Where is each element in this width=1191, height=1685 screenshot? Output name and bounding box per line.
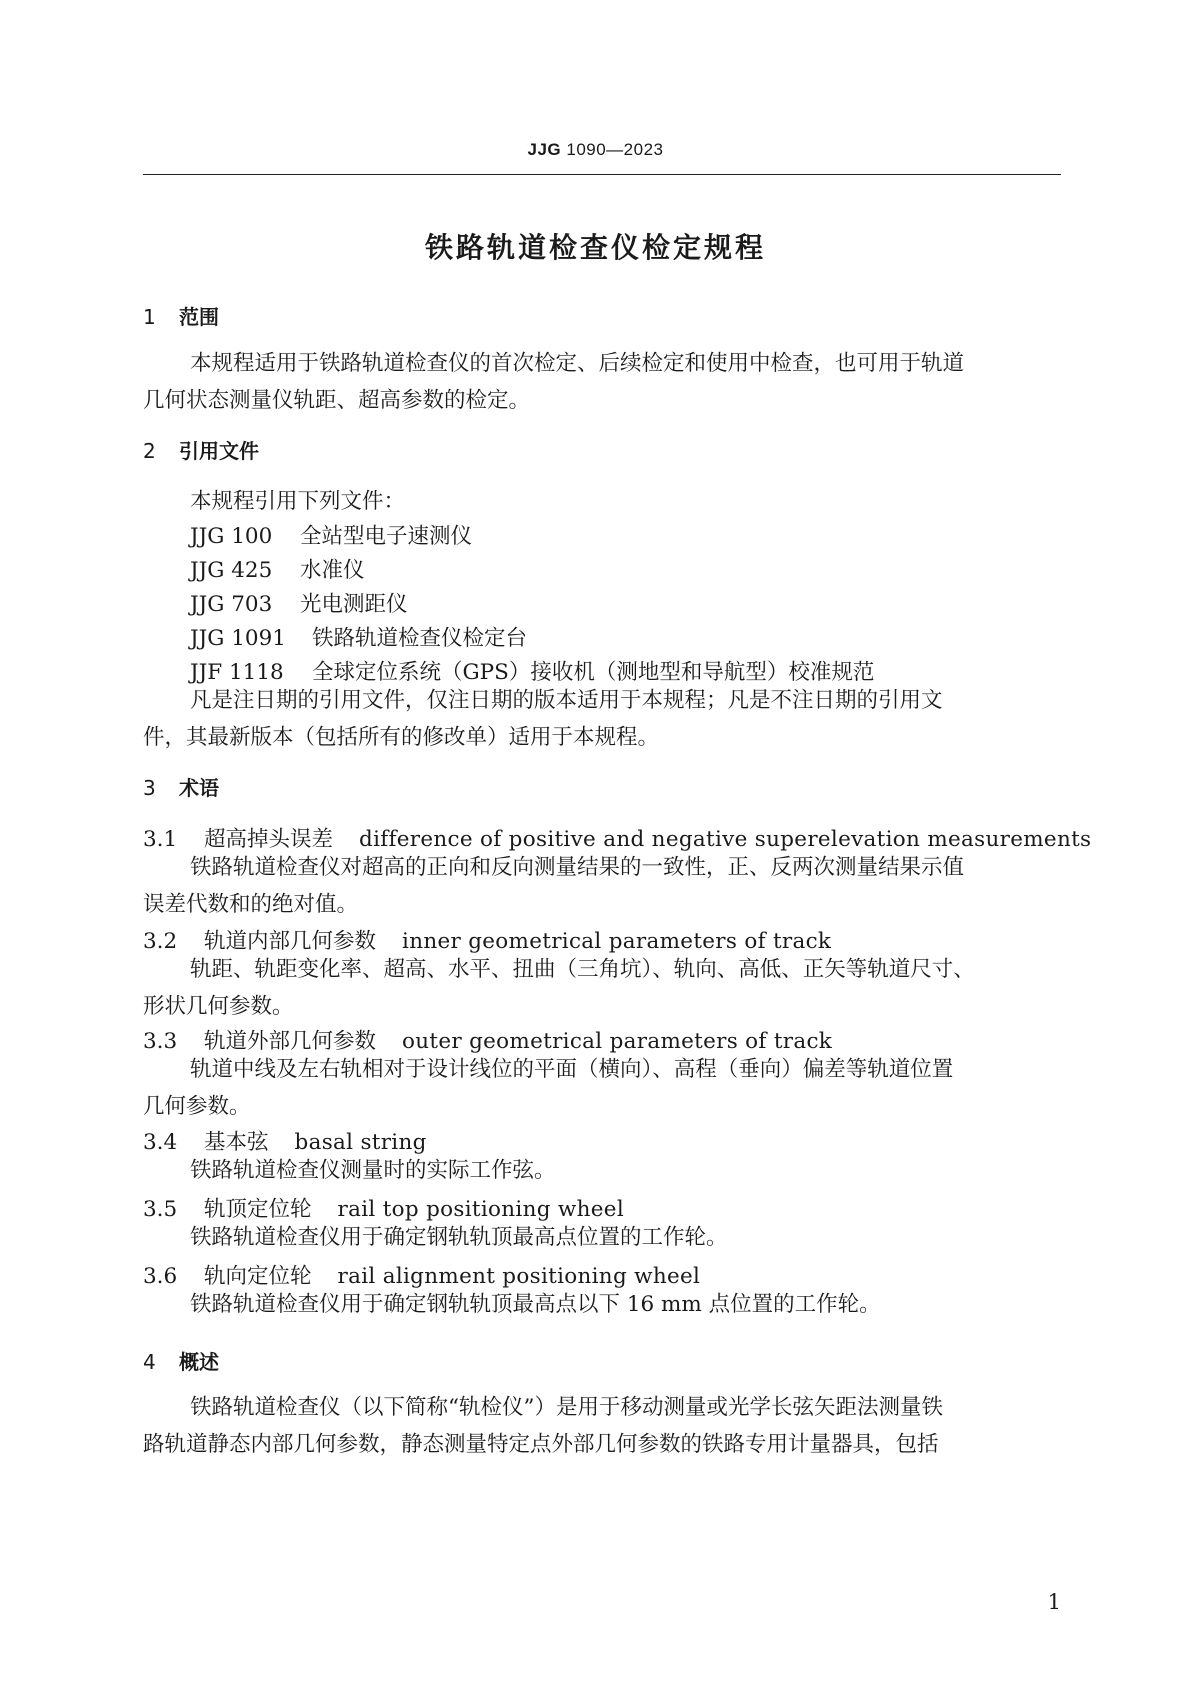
running-header [0,140,1191,160]
header-rule [143,174,1061,175]
section-1-heading [143,301,219,330]
section-3-heading [143,772,219,801]
section-4-heading [143,1346,219,1375]
page-number: 1 [1047,1590,1061,1614]
term-heading: 3.2 轨道内部几何参数 inner geometrical parameters of track [143,929,832,954]
header-prefix: JJG [527,140,562,159]
reference-item: JJG 100 全站型电子速测仪 [190,524,473,549]
term-heading: 3.3 轨道外部几何参数 outer geometrical parameters of track [143,1029,833,1054]
term-heading: 3.4 基本弦 basal string [143,1130,427,1155]
term-heading: 3.5 轨顶定位轮 rail top positioning wheel [143,1197,624,1222]
section-title: 引用文件 [179,439,259,463]
reference-item: JJG 703 光电测距仪 [190,592,408,617]
term-definition: 铁路轨道检查仪对超高的正向和反向测量结果的一致性，正、反两次测量结果示值 误差代数和的绝对值。 [143,855,965,917]
term-definition: 铁路轨道检查仪用于确定钢轨轨顶最高点位置的工作轮。 [190,1225,728,1250]
references-intro: 本规程引用下列文件： [190,489,406,514]
term-heading: 3.6 轨向定位轮 rail alignment positioning wheel [143,1264,701,1289]
section-title: 概述 [179,1350,219,1374]
header-number: 1090—2023 [566,140,664,159]
section-1-paragraph: 本规程适用于铁路轨道检查仪的首次检定、后续检定和使用中检查，也可用于轨道 几何状态测量仪轨距、超高参数的检定。 [143,351,965,413]
section-number: 1 [143,305,156,329]
section-4-paragraph: 铁路轨道检查仪（以下简称“轨检仪”）是用于移动测量或光学长弦矢距法测量铁 路轨道静态内部几何参数，静态测量特定点外部几何参数的铁路专用计量器具，包括 [143,1395,943,1457]
section-2-heading [143,435,259,464]
section-number: 2 [143,439,156,463]
section-number: 4 [143,1350,156,1374]
reference-item: JJG 1091 铁路轨道检查仪检定台 [190,626,528,651]
term-heading: 3.1 超高掉头误差 difference of positive and negative superelevation measurements [143,827,1092,852]
term-definition: 铁路轨道检查仪用于确定钢轨轨顶最高点以下 16 mm 点位置的工作轮。 [190,1292,881,1317]
references-note: 凡是注日期的引用文件，仅注日期的版本适用于本规程；凡是不注日期的引用文 件，其最新版本（包括所有的修改单）适用于本规程。 [143,688,943,750]
section-title: 术语 [179,776,219,800]
reference-item: JJF 1118 全球定位系统（GPS）接收机（测地型和导航型）校准规范 [190,660,875,685]
section-number: 3 [143,776,156,800]
term-definition: 轨道中线及左右轨相对于设计线位的平面（横向）、高程（垂向）偏差等轨道位置 几何参数。 [143,1057,954,1119]
section-title: 范围 [179,305,219,329]
term-definition: 铁路轨道检查仪测量时的实际工作弦。 [190,1158,556,1183]
document-title: 铁路轨道检查仪检定规程 [424,231,766,264]
reference-item: JJG 425 水准仪 [190,558,365,583]
term-definition: 轨距、轨距变化率、超高、水平、扭曲（三角坑）、轨向、高低、正矢等轨道尺寸、 形状几何参数。 [143,957,975,1019]
